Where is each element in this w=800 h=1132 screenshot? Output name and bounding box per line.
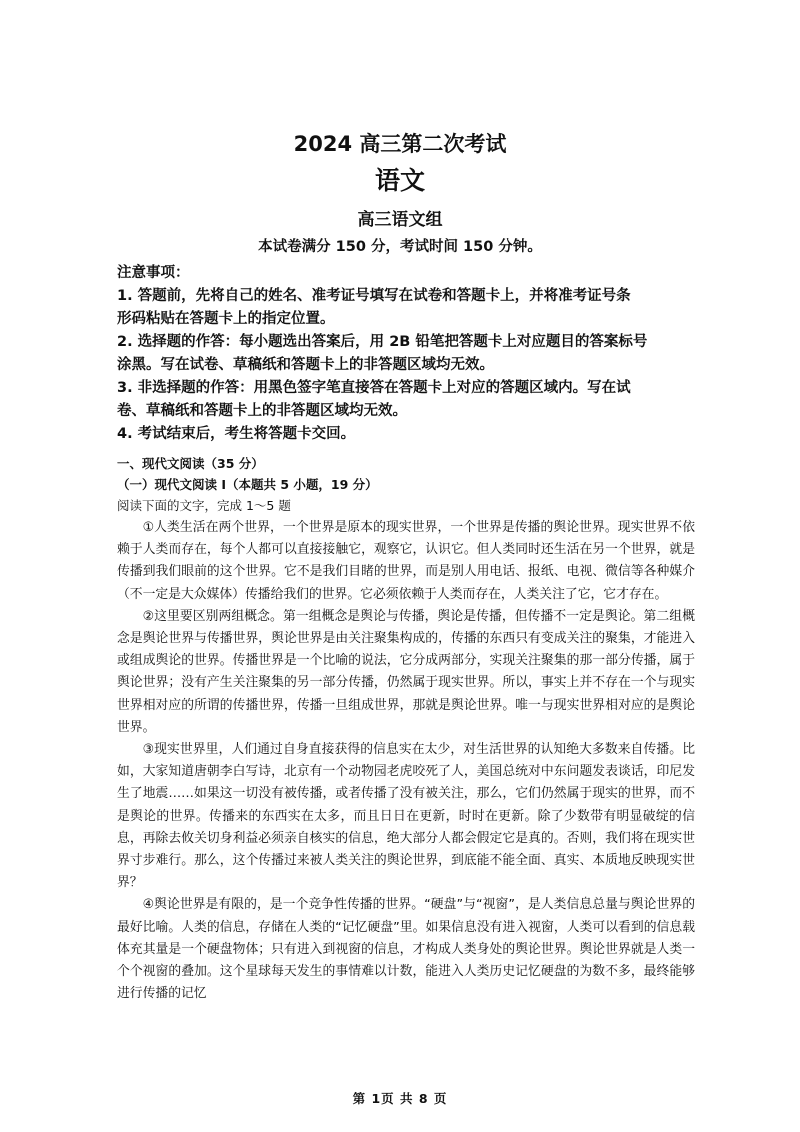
reading-passage bbox=[117, 517, 695, 1005]
score-info: 本试卷满分 150 分，考试时间 150 分钟。 bbox=[258, 239, 542, 255]
section-subheading: （一）现代文阅读 I（本题共 5 小题，19 分） bbox=[117, 477, 378, 492]
exam-title: 2024 高三第二次考试 bbox=[293, 132, 507, 156]
notes-line: 2. 选择题的作答：每小题选出答案后，用 2B 铅笔把答题卡上对应题目的答案标号 bbox=[117, 334, 648, 350]
notes-line: 形码粘贴在答题卡上的指定位置。 bbox=[117, 311, 335, 327]
section-heading: 一、现代文阅读（35 分） bbox=[117, 456, 264, 471]
page-footer: 第 1页 共 8 页 bbox=[352, 1091, 448, 1106]
notes-section bbox=[117, 262, 695, 446]
notes-line: 3. 非选择题的作答：用黑色签字笔直接答在答题卡上对应的答题区域内。写在试 bbox=[117, 380, 631, 396]
reading-section-header bbox=[117, 453, 695, 516]
notes-line: 4. 考试结束后，考生将答题卡交回。 bbox=[117, 426, 356, 442]
notes-heading: 注意事项： bbox=[117, 265, 190, 281]
notes-line: 1. 答题前，先将自己的姓名、准考证号填写在试卷和答题卡上，并将准考证号条 bbox=[117, 288, 631, 304]
passage-paragraph: ②这里要区别两组概念。第一组概念是舆论与传播，舆论是传播，但传播不一定是舆论。第二组概念是舆论世界与传播世界，舆论世界是由关注聚集构成的，传播的东西只有变成关注的聚集，才能进入或组成舆论的世界。传播世界是一个比喻的说法，它分成两部分，实现关注聚集的那一部分传播，属于舆论世界；没有产生关注聚集的另一部分传播，仍然属于现实世界。所以，事实上并不存在一个与现实世界相对应的所谓的传播世界，传播一旦组成世界，那就是舆论世界。唯一与现实世界相对应的是舆论世界。 bbox=[117, 608, 695, 735]
section-instruction: 阅读下面的文字，完成 1～5 题 bbox=[117, 498, 291, 513]
subject-title: 语文 bbox=[374, 166, 425, 195]
group-name: 高三语文组 bbox=[357, 210, 443, 230]
passage-paragraph: ③现实世界里，人们通过自身直接获得的信息实在太少，对生活世界的认知绝大多数来自传播。比如，大家知道唐朝李白写诗，北京有一个动物园老虎咬死了人，美国总统对中东问题发表谈话，印尼发生了地震……如果这一切没有被传播，或者传播了没有被关注，那么，它们仍然属于现实的世界，而不是舆论的世界。传播来的东西实在太多，而且日日在更新，时时在更新。除了少数带有明显破绽的信息，再除去攸关切身利益必须亲自核实的信息，绝大部分人都会假定它是真的。否则，我们将在现实世界寸步难行。那么，这个传播过来被人类关注的舆论世界，到底能不能全面、真实、本质地反映现实世界？ bbox=[117, 742, 695, 891]
passage-paragraph: ①人类生活在两个世界，一个世界是原本的现实世界，一个世界是传播的舆论世界。现实世界不依赖于人类而存在，每个人都可以直接接触它，观察它，认识它。但人类同时还生活在另一个世界，就是传播到我们眼前的这个世界。它不是我们目睹的世界，而是别人用电话、报纸、电视、微信等各种媒介（不一定是大众媒体）传播给我们的世界。它必须依赖于人类而存在，人类关注了它，它才存在。 bbox=[117, 520, 695, 602]
notes-line: 涂黑。写在试卷、草稿纸和答题卡上的非答题区域均无效。 bbox=[117, 357, 494, 373]
passage-paragraph: ④舆论世界是有限的，是一个竞争性传播的世界。“硬盘”与“视窗”，是人类信息总量与舆论世界的最好比喻。人类的信息，存储在人类的“记忆硬盘”里。如果信息没有进入视窗，人类可以看到的信息载体充其量是一个硬盘物体；只有进入到视窗的信息，才构成人类身处的舆论世界。舆论世界就是人类一个个视窗的叠加。这个星球每天发生的事情难以计数，能进入人类历史记忆硬盘的为数不多，最终能够进行传播的记忆 bbox=[117, 897, 695, 1002]
notes-line: 卷、草稿纸和答题卡上的非答题区域均无效。 bbox=[117, 403, 407, 419]
